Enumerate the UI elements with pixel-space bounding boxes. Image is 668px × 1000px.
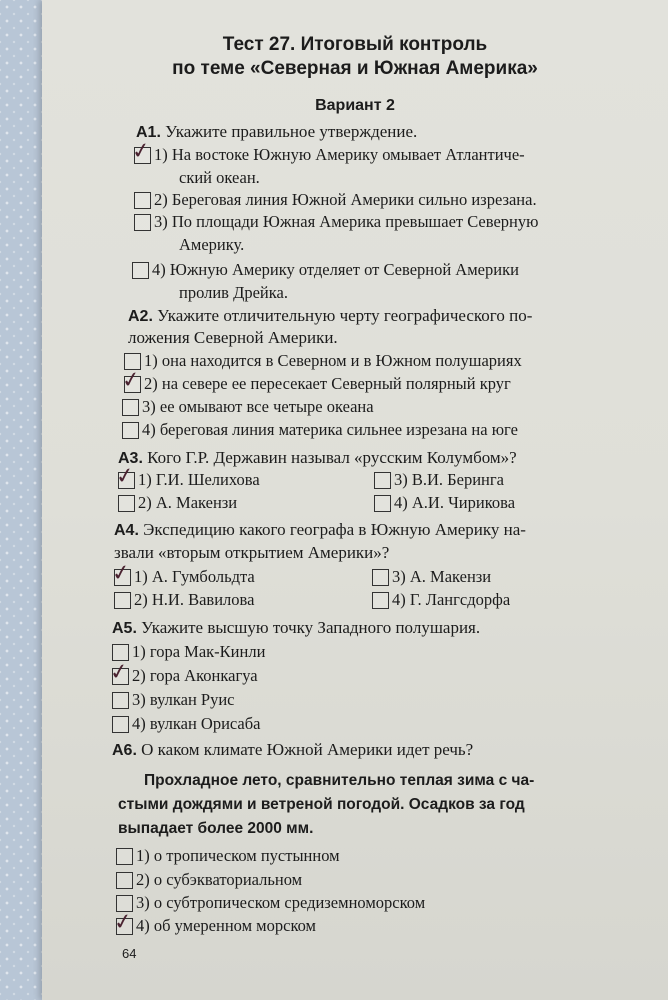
option-text: 4) А.И. Чирикова [394,493,516,512]
question-a4-continuation [114,543,389,563]
a1-option-1[interactable] [130,137,525,165]
checkbox[interactable] [120,366,143,394]
question-a1 [136,122,417,142]
a1-option-4[interactable] [132,260,519,280]
question-number: А4. [114,522,139,539]
a2-option-4[interactable] [122,420,518,440]
test-title-line1: Тест 27. Итоговый контроль [222,34,488,55]
a5-option-4[interactable] [112,714,260,734]
option-text: 3) В.И. Беринга [394,470,504,489]
checkbox[interactable] [114,592,131,609]
checkbox[interactable] [110,559,133,587]
option-text: 4) об умеренном морском [136,916,316,935]
option-text: 2) Н.И. Вавилова [134,590,255,609]
question-a2 [128,306,532,326]
checkbox[interactable] [116,872,133,889]
option-text: 2) гора Аконкагуа [132,666,258,685]
question-a4 [114,520,526,540]
a6-option-2[interactable] [116,870,302,890]
checkbox[interactable] [112,908,135,936]
worksheet-page [42,0,668,1000]
question-text: Кого Г.Р. Державин называл «русским Колумбом»? [147,448,517,467]
checkbox[interactable] [130,137,153,165]
option-text: 2) А. Макензи [138,493,238,512]
a1-option-2[interactable] [134,190,537,210]
check-mark-icon: ✓ [110,559,133,587]
option-text: 4) береговая линия материка сильнее изрезана на юге [142,420,518,439]
question-text: Укажите отличительную черту географического по- [157,306,533,325]
question-a6 [112,740,473,760]
option-text: 3) вулкан Руис [132,690,235,709]
a6-description-line1: Прохладное лето, сравнительно теплая зима с ча- [144,772,535,789]
option-text: 4) Южную Америку отделяет от Северной Америки [152,260,519,279]
checkbox[interactable] [112,716,129,733]
option-text: 1) На востоке Южную Америку омывает Атлантиче- [154,145,525,164]
question-number: А2. [128,308,153,325]
option-text: 3) ее омывают все четыре океана [142,397,374,416]
option-text: 3) о субтропическом средиземноморском [136,893,426,912]
question-a2-continuation [128,328,338,348]
a6-option-1[interactable] [116,846,340,866]
question-a3 [118,448,517,468]
checkbox[interactable] [374,472,391,489]
checkbox[interactable] [372,592,389,609]
a2-option-3[interactable] [122,397,374,417]
checkbox[interactable] [372,569,389,586]
question-number: А3. [118,450,143,467]
option-text: пролив Дрейка. [179,283,288,302]
question-text: звали «вторым открытием Америки»? [114,543,390,562]
checkbox[interactable] [116,848,133,865]
a5-option-1[interactable] [112,642,265,662]
a6-description-line3: выпадает более 2000 мм. [118,820,314,837]
checkbox[interactable] [122,399,139,416]
option-text: ский океан. [179,168,260,187]
question-number: А5. [112,620,137,637]
question-number: А6. [112,742,137,759]
check-mark-icon: ✓ [114,462,137,490]
a3-option-2[interactable] [118,493,237,513]
a6-option-3[interactable] [116,893,425,913]
option-text: 2) на севере ее пересекает Северный полярный круг [144,374,511,393]
checkbox[interactable] [112,644,129,661]
checkbox[interactable] [118,495,135,512]
a1-option-3-continuation [179,235,244,255]
option-text: 4) Г. Лангсдорфа [392,590,511,609]
option-text: 3) По площади Южная Америка превышает Северную [154,212,539,231]
a2-option-2[interactable] [120,366,511,394]
option-text: Америку. [179,235,245,254]
option-text: 2) о субэкваториальном [136,870,303,889]
check-mark-icon: ✓ [130,137,153,165]
question-a5 [112,618,480,638]
option-text: 2) Береговая линия Южной Америки сильно изрезана. [154,190,537,209]
a1-option-1-continuation [179,168,260,188]
a5-option-2[interactable] [108,658,258,686]
checkbox[interactable] [112,692,129,709]
a3-option-1[interactable] [114,462,260,490]
question-text: О каком климате Южной Америки идет речь? [141,740,474,759]
question-number: А1. [136,124,161,141]
variant-label: Вариант 2 [315,97,395,114]
a4-option-3[interactable] [372,567,491,587]
a6-option-4[interactable] [112,908,316,936]
option-text: 1) Г.И. Шелихова [138,470,260,489]
check-mark-icon: ✓ [120,366,143,394]
checkbox[interactable] [132,262,149,279]
page-number: 64 [122,946,137,961]
checkbox[interactable] [374,495,391,512]
a2-option-1[interactable] [124,351,522,371]
question-text: Экспедицию какого географа в Южную Америку на- [143,520,526,539]
checkbox[interactable] [134,214,151,231]
a1-option-3[interactable] [134,212,538,232]
checkbox[interactable] [122,422,139,439]
question-text: Укажите правильное утверждение. [165,122,418,141]
check-mark-icon: ✓ [112,908,135,936]
a4-option-4[interactable] [372,590,510,610]
check-mark-icon: ✓ [108,658,131,686]
question-text: Укажите высшую точку Западного полушария. [141,618,481,637]
checkbox[interactable] [134,192,151,209]
a1-option-4-continuation [179,283,288,303]
option-text: 1) А. Гумбольдта [134,567,255,586]
option-text: 3) А. Макензи [392,567,492,586]
a3-option-4[interactable] [374,493,515,513]
checkbox[interactable] [108,658,131,686]
option-text: 1) она находится в Северном и в Южном полушариях [144,351,522,370]
option-text: 4) вулкан Орисаба [132,714,261,733]
a3-option-3[interactable] [374,470,504,490]
question-text: ложения Северной Америки. [128,328,338,347]
a4-option-2[interactable] [114,590,254,610]
a5-option-3[interactable] [112,690,234,710]
checkbox[interactable] [114,462,137,490]
a6-description-line2: стыми дождями и ветреной погодой. Осадков за год [118,796,525,813]
a4-option-1[interactable] [110,559,255,587]
option-text: 1) о тропическом пустынном [136,846,340,865]
option-text: 1) гора Мак-Кинли [132,642,266,661]
test-title-line2: по теме «Северная и Южная Америка» [172,58,538,79]
